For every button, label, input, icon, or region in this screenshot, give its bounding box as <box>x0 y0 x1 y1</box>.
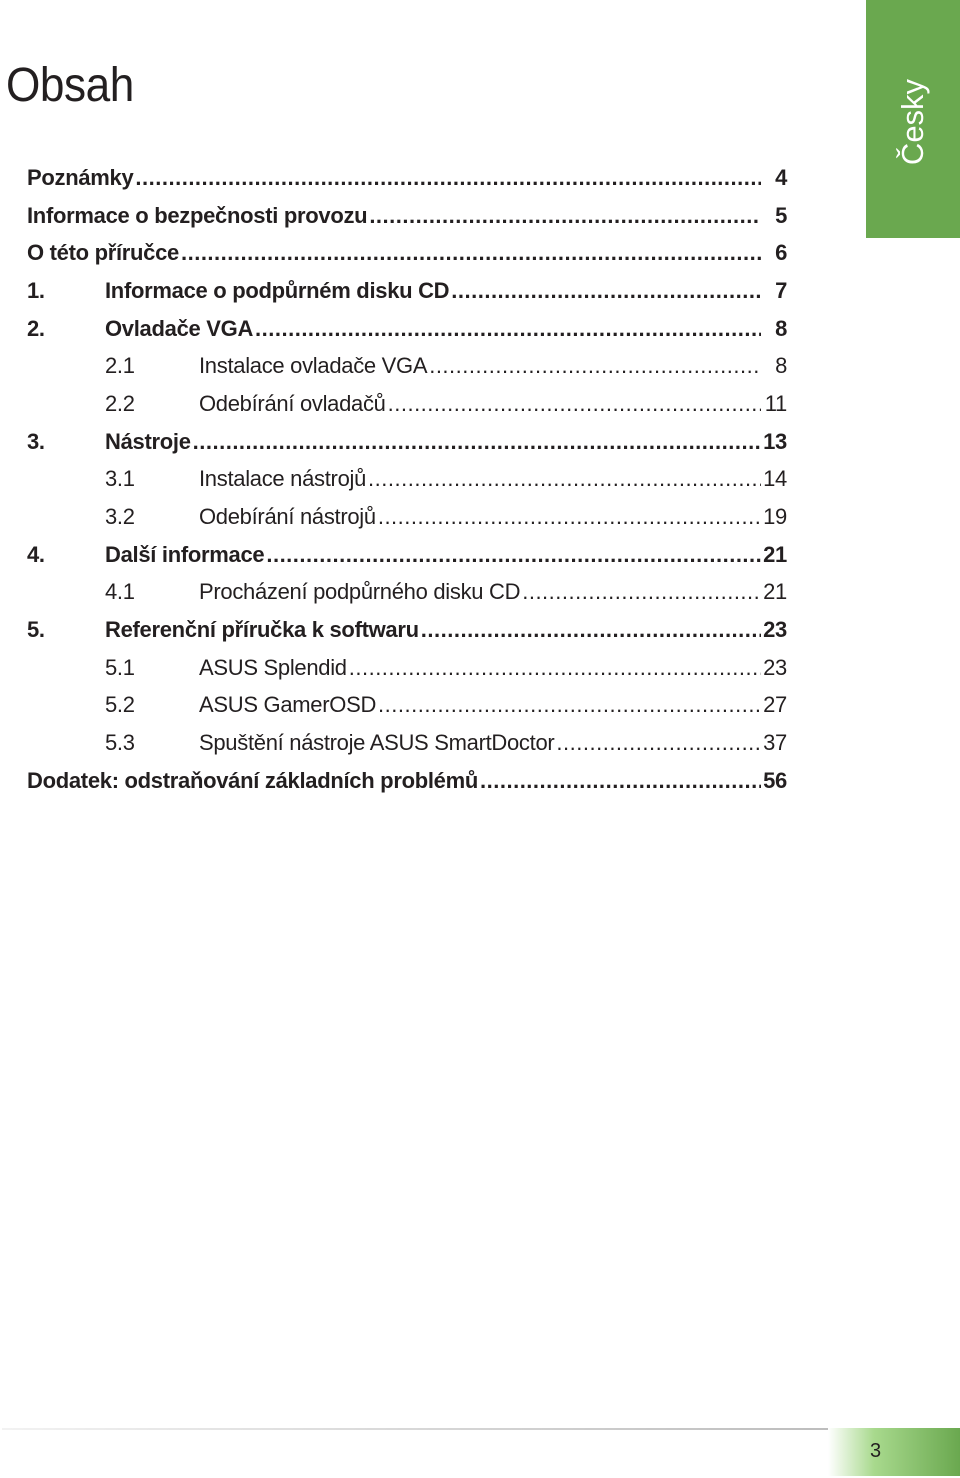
toc-dot-leader <box>181 240 761 266</box>
toc-entry[interactable] <box>27 347 787 385</box>
toc-entry-title: Informace o bezpečnosti provozu <box>27 202 368 228</box>
toc-entry-page: 14 <box>763 466 787 492</box>
toc-entry-page: 19 <box>763 504 787 530</box>
toc-entry-title: ASUS Splendid <box>199 654 347 680</box>
toc-entry[interactable] <box>27 498 787 536</box>
toc-entry-title: Referenční příručka k softwaru <box>105 617 419 643</box>
toc-entry-page: 21 <box>763 579 787 605</box>
toc-entry-number: 3.2 <box>105 504 135 530</box>
toc-entry-number: 2.2 <box>105 390 135 416</box>
toc-entry-number: 2. <box>27 315 45 341</box>
toc-entry[interactable] <box>27 687 787 725</box>
language-tab-label: Česky <box>895 78 930 166</box>
toc-entry[interactable] <box>27 159 787 197</box>
toc-entry[interactable] <box>27 385 787 423</box>
toc-entry-number: 5.3 <box>105 730 135 756</box>
toc-entry-number: 2.1 <box>105 353 135 379</box>
toc-dot-leader <box>369 203 761 229</box>
toc-entry[interactable] <box>27 461 787 499</box>
toc-dot-leader <box>255 316 761 342</box>
toc-dot-leader <box>135 165 761 191</box>
toc-entry-page: 4 <box>775 164 787 190</box>
toc-entry[interactable] <box>27 574 787 612</box>
toc-dot-leader <box>349 655 761 681</box>
toc-entry[interactable] <box>27 762 787 800</box>
toc-entry-page: 5 <box>775 202 787 228</box>
toc-entry-page: 11 <box>764 390 787 416</box>
toc-entry-number: 4. <box>27 541 45 567</box>
toc-entry-page: 6 <box>775 240 787 266</box>
toc-entry-page: 37 <box>763 730 787 756</box>
toc-entry-number: 1. <box>27 277 45 303</box>
toc-entry[interactable] <box>27 611 787 649</box>
toc-entry[interactable] <box>27 649 787 687</box>
toc-dot-leader <box>522 579 761 605</box>
toc-entry-number: 4.1 <box>105 579 135 605</box>
toc-dot-leader <box>429 353 761 379</box>
toc-entry[interactable] <box>27 234 787 272</box>
toc-entry[interactable] <box>27 197 787 235</box>
page-number-tab <box>828 1428 960 1476</box>
toc-dot-leader <box>368 466 761 492</box>
toc-entry-number: 5.2 <box>105 692 135 718</box>
toc-dot-leader <box>266 542 761 568</box>
toc-entry-number: 5.1 <box>105 654 135 680</box>
toc-entry[interactable] <box>27 272 787 310</box>
toc-entry-page: 21 <box>763 541 787 567</box>
toc-entry-page: 8 <box>775 315 787 341</box>
toc-dot-leader <box>451 278 761 304</box>
toc-entry-number: 5. <box>27 617 45 643</box>
toc-entry[interactable] <box>27 724 787 762</box>
toc-entry-number: 3. <box>27 428 45 454</box>
toc-entry-page: 23 <box>763 617 787 643</box>
toc-dot-leader <box>388 391 761 417</box>
toc-entry-title: Další informace <box>105 541 265 567</box>
toc-entry-page: 13 <box>763 428 787 454</box>
toc-dot-leader <box>378 692 761 718</box>
toc-entry[interactable] <box>27 423 787 461</box>
toc-entry-title: Spuštění nástroje ASUS SmartDoctor <box>199 730 555 756</box>
toc-entry-title: Odebírání ovladačů <box>199 390 386 416</box>
toc-dot-leader <box>378 504 761 530</box>
toc-entry-title: Informace o podpůrném disku CD <box>105 277 450 303</box>
toc-entry[interactable] <box>27 536 787 574</box>
toc-entry-page: 8 <box>775 353 787 379</box>
toc-entry-title: Ovladače VGA <box>105 315 254 341</box>
toc-entry-title: Dodatek: odstraňování základních problémů <box>27 767 479 793</box>
toc-dot-leader <box>556 730 761 756</box>
language-tab <box>866 0 960 238</box>
toc-entry-title: Poznámky <box>27 164 134 190</box>
toc-entry-page: 7 <box>775 277 787 303</box>
toc-entry-page: 56 <box>763 767 787 793</box>
toc-entry-title: Instalace nástrojů <box>199 466 367 492</box>
toc-entry-page: 27 <box>763 692 787 718</box>
page-number: 3 <box>870 1440 882 1462</box>
toc-dot-leader <box>421 617 761 643</box>
toc-dot-leader <box>193 429 761 455</box>
toc-entry-title: Odebírání nástrojů <box>199 504 376 530</box>
toc-entry[interactable] <box>27 310 787 348</box>
footer-divider <box>2 1428 828 1430</box>
toc-entry-title: Nástroje <box>105 428 191 454</box>
toc-entry-page: 23 <box>763 654 787 680</box>
toc-entry-title: Instalace ovladače VGA <box>199 353 428 379</box>
toc-dot-leader <box>480 768 761 794</box>
page-title: Obsah <box>6 59 134 113</box>
toc-entry-number: 3.1 <box>105 466 135 492</box>
toc-entry-title: ASUS GamerOSD <box>199 692 377 718</box>
toc-entry-title: Procházení podpůrného disku CD <box>199 579 521 605</box>
table-of-contents <box>27 159 787 800</box>
toc-entry-title: O této příručce <box>27 240 179 266</box>
